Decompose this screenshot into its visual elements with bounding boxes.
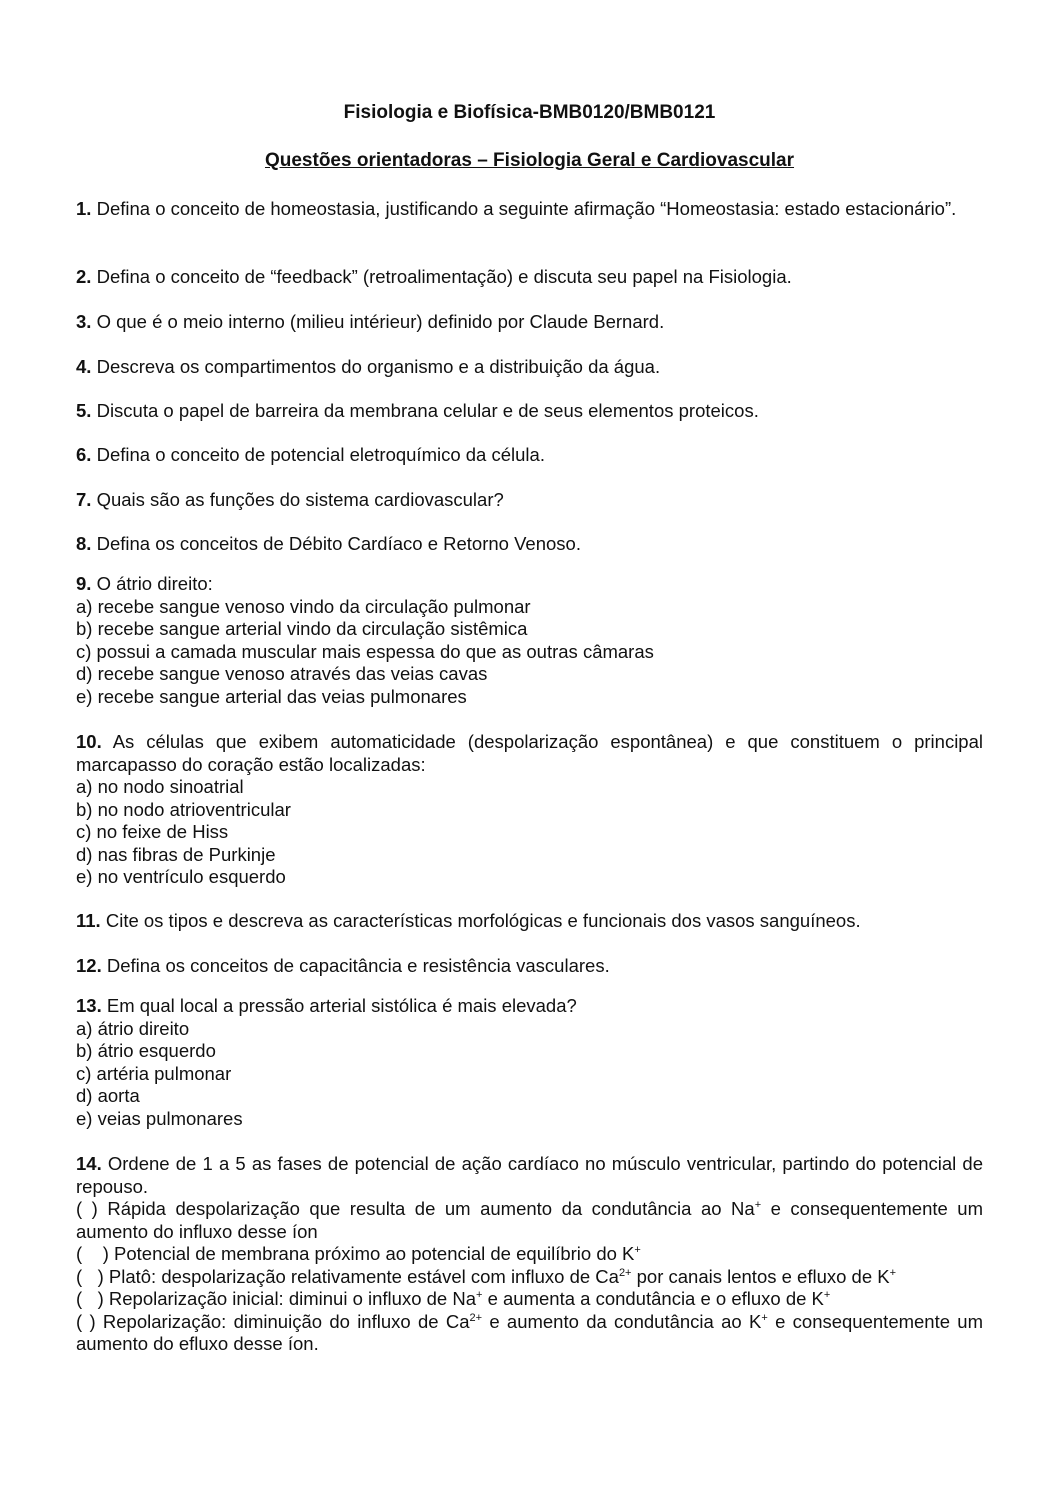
question-number: 9.: [76, 573, 92, 594]
question-11: [76, 910, 983, 933]
question-number: 13.: [76, 995, 102, 1016]
superscript: +: [889, 1266, 897, 1279]
question-text: Discuta o papel de barreira da membrana celular e de seus elementos proteicos.: [91, 400, 759, 421]
phase-item-3: [76, 1266, 983, 1289]
option-c: c) no feixe de Hiss: [76, 821, 229, 842]
question-7: [76, 489, 983, 512]
question-text: As células que exibem automaticidade (despolarização espontânea) e que constituem o principal marcapasso do coração estão localizadas:: [76, 731, 983, 775]
question-4: [76, 356, 983, 379]
option-c: c) artéria pulmonar: [76, 1062, 232, 1084]
question-number: 6.: [76, 444, 92, 465]
question-10: [76, 731, 983, 889]
question-number: 7.: [76, 489, 92, 510]
question-text: O átrio direito:: [91, 573, 213, 594]
question-12: [76, 955, 983, 978]
question-6: [76, 444, 983, 467]
superscript: +: [761, 1311, 768, 1324]
option-a: a) no nodo sinoatrial: [76, 776, 244, 797]
option-d: d) recebe sangue venoso através das veias cavas: [76, 663, 488, 684]
superscript: +: [634, 1244, 641, 1256]
question-text: Descreva os compartimentos do organismo e a distribuição da água.: [91, 356, 661, 377]
question-text: Defina o conceito de potencial eletroquímico da célula.: [91, 444, 545, 465]
phase-text: e aumenta a condutância e o efluxo de K: [482, 1288, 824, 1309]
question-number: 1.: [76, 198, 92, 219]
question-number: 3.: [76, 311, 92, 332]
phase-text: e aumento da condutância ao K: [482, 1310, 762, 1332]
question-9: [76, 573, 983, 708]
option-e: e) no ventrículo esquerdo: [76, 866, 286, 887]
question-text: Quais são as funções do sistema cardiovascular?: [91, 489, 504, 510]
phase-text: ( ) Platô: despolarização relativamente estável com influxo de Ca: [76, 1265, 619, 1287]
phase-text: ( ) Potencial de membrana próximo ao potencial de equilíbrio do K: [76, 1243, 635, 1264]
question-number: 10.: [76, 731, 102, 752]
phase-text: por canais lentos e efluxo de K: [631, 1265, 890, 1287]
question-text: Em qual local a pressão arterial sistólica é mais elevada?: [101, 995, 577, 1016]
phase-text: ( ) Repolarização: diminuição do influxo de Ca: [76, 1310, 470, 1332]
superscript: 2+: [618, 1266, 632, 1279]
question-number: 14.: [76, 1153, 102, 1174]
option-c: c) possui a camada muscular mais espessa do que as outras câmaras: [76, 640, 654, 662]
phase-item-1: [76, 1198, 983, 1243]
phase-text: e consequentemente um aumento do efluxo desse íon.: [76, 1310, 984, 1354]
option-a: a) átrio direito: [76, 1017, 190, 1039]
question-8: [76, 533, 983, 556]
phase-text: ( ) Repolarização inicial: diminui o influxo de Na: [76, 1288, 476, 1309]
question-number: 8.: [76, 533, 92, 554]
superscript: +: [823, 1289, 831, 1301]
question-5: [76, 400, 983, 423]
question-14: [76, 1153, 983, 1356]
superscript: +: [754, 1199, 762, 1211]
question-text: Defina o conceito de homeostasia, justificando a seguinte afirmação “Homeostasia: estado estacionário”.: [91, 198, 957, 219]
question-3: [76, 311, 983, 334]
question-number: 2.: [76, 266, 92, 287]
question-number: 5.: [76, 400, 92, 421]
option-b: b) átrio esquerdo: [76, 1040, 216, 1061]
question-number: 11.: [76, 910, 101, 931]
option-e: e) recebe sangue arterial das veias pulmonares: [76, 685, 467, 707]
question-text: O que é o meio interno (milieu intérieur) definido por Claude Bernard.: [91, 311, 665, 332]
option-d: d) nas fibras de Purkinje: [76, 843, 276, 865]
question-2: [76, 266, 983, 289]
phase-text: ( ) Rápida despolarização que resulta de um aumento da condutância ao Na: [76, 1198, 755, 1219]
superscript: +: [476, 1289, 483, 1301]
option-a: a) recebe sangue venoso vindo da circulação pulmonar: [76, 595, 531, 617]
phase-text: e consequentemente um aumento do influxo desse íon: [76, 1198, 983, 1242]
option-b: b) recebe sangue arterial vindo da circulação sistêmica: [76, 618, 528, 639]
option-e: e) veias pulmonares: [76, 1107, 243, 1129]
question-number: 4.: [76, 356, 92, 377]
superscript: 2+: [469, 1311, 483, 1324]
question-text: Cite os tipos e descreva as características morfológicas e funcionais dos vasos sanguíneos.: [100, 910, 861, 931]
question-13: [76, 995, 983, 1130]
question-1: [76, 198, 983, 221]
phase-item-5: [76, 1311, 983, 1356]
phase-item-2: [76, 1243, 983, 1266]
question-text: Ordene de 1 a 5 as fases de potencial de ação cardíaco no músculo ventricular, partindo do potencial de repouso.: [76, 1153, 983, 1197]
question-text: Defina os conceitos de capacitância e resistência vasculares.: [101, 955, 610, 976]
document-title: Fisiologia e Biofísica-BMB0120/BMB0121: [343, 102, 716, 123]
question-text: Defina os conceitos de Débito Cardíaco e Retorno Venoso.: [91, 533, 581, 554]
question-text: Defina o conceito de “feedback” (retroalimentação) e discuta seu papel na Fisiologia.: [91, 266, 792, 287]
phase-item-4: [76, 1288, 983, 1311]
question-number: 12.: [76, 955, 102, 976]
option-d: d) aorta: [76, 1085, 140, 1106]
option-b: b) no nodo atrioventricular: [76, 798, 291, 820]
document-subtitle: Questões orientadoras – Fisiologia Geral e Cardiovascular: [264, 150, 795, 171]
